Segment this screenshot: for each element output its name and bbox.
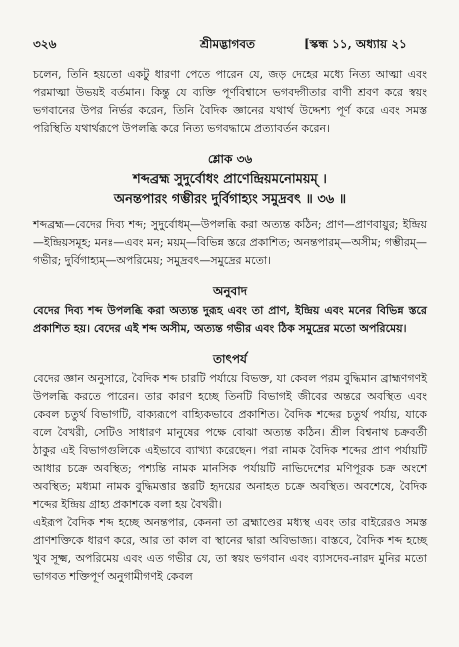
page-header — [0, 36, 459, 52]
verse-heading: শ্লোক ৩৬ — [207, 152, 253, 166]
verse-line-2: অনন্তপারং গম্ভীরং দুর্বিগাহ্যং সমুদ্রবৎ ॥ ৩৬ ॥ — [113, 192, 347, 207]
purport-heading: তাৎপর্য — [213, 352, 247, 366]
page-body — [33, 66, 427, 586]
intro-paragraph: চলেন, তিনি হয়তো একটু ধারণা পেতে পারেন যে, জড় দেহের মধ্যে নিত্য আত্মা এবং পরমাত্মা উভয়ই বর্তমান। কিন্তু যে ব্যক্তি পূর্ণবিশ্বাসে ভগবদ্গীতার বাণী শ্রবণ করে স্বয়ং ভগবানের উপর নির্ভর করেন, তিনি বৈদিক জ্ঞানের যথার্থ উদ্দেশ্য পূর্ণ করে এবং সমস্ত পরিস্থিতি যথার্থরূপে উপলব্ধি করে নিত্য ভগবদ্ধামে প্রত্যাবর্তন করেন। — [33, 68, 427, 135]
purport-paragraph-2: এইরূপ বৈদিক শব্দ হচ্ছে অনন্তপার, কেননা তা ব্রহ্মাণ্ডের মধ্যস্থ এবং তার বাইরেরও সমস্ত প্রাণশক্তিকে ধারণ করে, আর তা কাল বা স্থানের দ্বারা অবিভাজ্য। বাস্তবে, বৈদিক শব্দ হচ্ছে খুব সূক্ষ্ম, অপরিমেয় এবং এত গভীর যে, তা স্বয়ং ভগবান এবং ব্যাসদেব-নারদ মুনির মতো ভাগবত শক্তিপূর্ণ অনুগামীগণই কেবল — [33, 516, 427, 583]
canto-chapter-reference: [স্কন্ধ ১১, অধ্যায় ২১ — [304, 37, 407, 51]
page-number: ৩২৬ — [33, 37, 57, 51]
translation-text: বেদের দিব্য শব্দ উপলব্ধি করা অত্যন্ত দুরূহ এবং তা প্রাণ, ইন্দ্রিয় এবং মনের বিভিন্ন স্তরে প্রকাশিত হয়। বেদের এই শব্দ অসীম, অত্যন্ত গভীর এবং ঠিক সমুদ্রের মতো অপরিমেয়। — [33, 304, 427, 335]
purport-paragraph-1: বেদের জ্ঞান অনুসারে, বৈদিক শব্দ চারটি পর্যায়ে বিভক্ত, যা কেবল পরম বুদ্ধিমান ব্রাহ্মণগণই উপলব্ধি করতে পারেন। তার কারণ হচ্ছে তিনটি বিভাগই জীবের অন্তরে অবস্থিত এবং কেবল চতুর্থ বিভাগটি, বাক্যরূপে বাহ্যিকভাবে প্রকাশিত। বৈদিক শব্দের চতুর্থ পর্যায়, যাকে বলে বৈখরী, সেটিও সাধারণ মানুষের পক্ষে বোঝা অত্যন্ত কঠিন। শ্রীল বিশ্বনাথ চক্রবর্তী ঠাকুর এই বিভাগগুলিকে এইভাবে ব্যাখ্যা করেছেন। পরা নামক বৈদিক শব্দের প্রাণ পর্যায়টি আধার চক্রে অবস্থিত; পশ্যন্তি নামক মানসিক পর্যায়টি নাভিদেশের মণিপূরক চক্র অংশে অবস্থিত; মধ্যমা নামক বুদ্ধিমত্তার স্তরটি হৃদয়ের অনাহত চক্রে অবস্থিত। অবশেষে, বৈদিক শব্দের ইন্দ্রিয় গ্রাহ্য প্রকাশকে বলা হয় বৈখরী। — [33, 372, 427, 511]
verse-line-1: শব্দব্রহ্ম সুদুর্বোধং প্রাণেন্দ্রিয়মনোময়ম্ । — [133, 172, 327, 187]
book-title: শ্রীমদ্ভাগবত — [200, 37, 256, 51]
word-synonyms: শব্দব্রহ্ম—বেদের দিব্য শব্দ; সুদুর্বোধম্—উপলব্ধি করা অত্যন্ত কঠিন; প্রাণ—প্রাণবায়ুর; ইন্দ্রিয়—ইন্দ্রিয়সমূহ; মনঃ—এবং মন; ময়ম্—বিভিন্ন স্তরে প্রকাশিত; অনন্তপারম্—অসীম; গম্ভীরম্—গভীর; দুর্বিগাহ্যম্—অপরিমেয়; সমুদ্রবৎ—সমুদ্রের মতো। — [33, 218, 427, 267]
translation-heading: অনুবাদ — [212, 284, 248, 298]
